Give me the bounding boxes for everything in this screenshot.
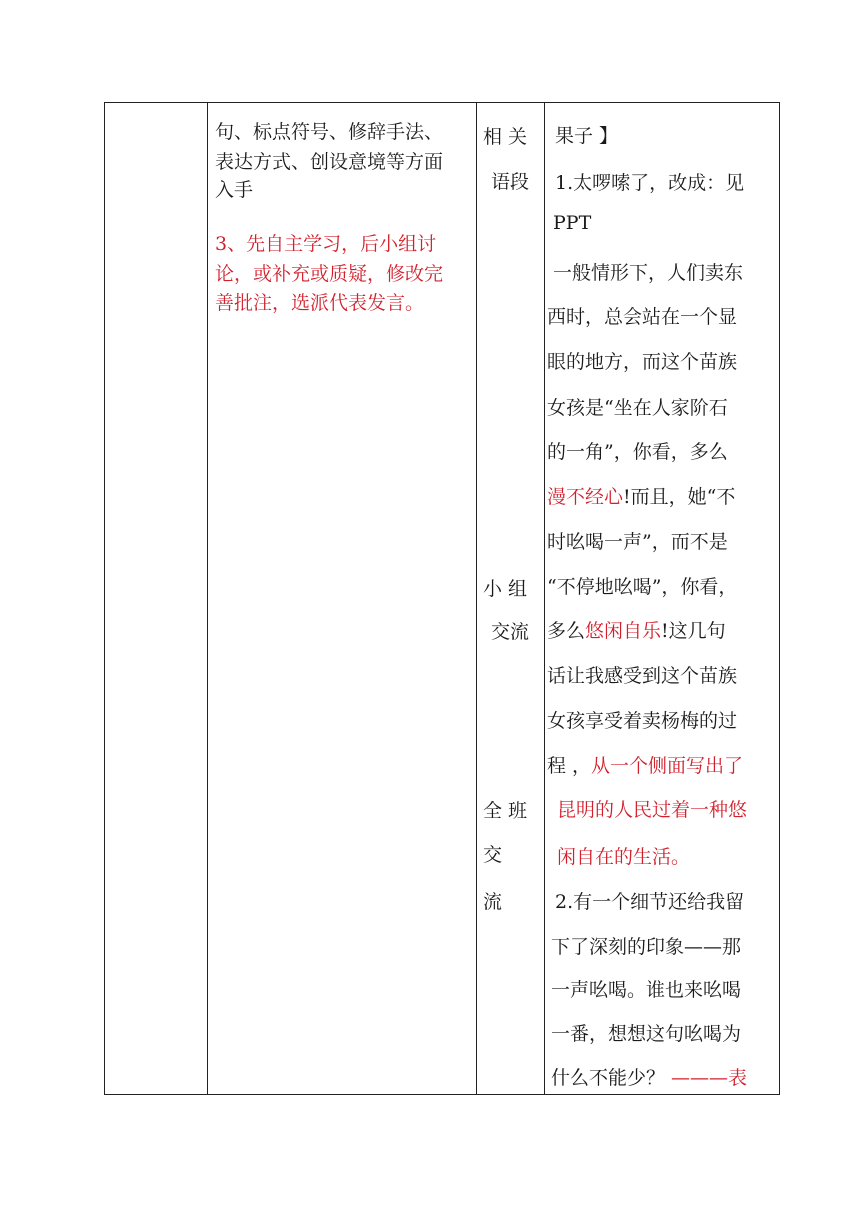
content-text: 什么不能少？ xyxy=(551,1067,672,1089)
method-line: 入手 xyxy=(215,179,254,201)
content-text: 程 ， xyxy=(547,755,592,777)
content-line: 一般情形下，人们卖东 xyxy=(553,262,744,284)
content-line: 女孩享受着卖杨梅的过 xyxy=(547,710,738,732)
column-divider-1 xyxy=(207,103,208,1094)
highlight-text: 漫不经心 xyxy=(547,486,624,508)
content-line: 一番，想想这句吆喝为 xyxy=(551,1023,742,1045)
content-text: 多么 xyxy=(547,620,586,642)
content-line: 话让我感受到这个苗族 xyxy=(547,665,738,687)
stage-label-class: 流 xyxy=(483,891,503,913)
content-line: 2.有一个细节还给我留 xyxy=(555,891,745,913)
content-line: 昆明的人民过着一种悠 xyxy=(557,799,748,821)
content-line: 眼的地方，而这个苗族 xyxy=(547,351,738,373)
content-line: 闲自在的生活。 xyxy=(557,846,691,868)
content-line: 的一角”，你看，多么 xyxy=(547,441,728,463)
highlight-text: 从一个侧面写出了 xyxy=(591,755,744,777)
stage-label-class: 全 班 xyxy=(483,800,528,822)
content-line: “不停地吆喝”，你看， xyxy=(547,576,738,598)
method-cell xyxy=(215,103,477,1094)
stage-label-group: 小 组 xyxy=(483,578,528,600)
content-line: 下了深刻的印象——那 xyxy=(551,936,742,958)
content-line: 时吆喝一声”，而不是 xyxy=(547,531,728,553)
stage-label-related: 相 关 xyxy=(483,126,528,148)
content-line: 1.太啰嗦了，改成：见 xyxy=(555,172,745,194)
stage-label-group: 交流 xyxy=(491,621,530,643)
content-line: 一声吆喝。谁也来吆喝 xyxy=(551,979,742,1001)
lesson-table xyxy=(104,102,780,1095)
highlight-text: ———表 xyxy=(671,1067,748,1089)
content-cell xyxy=(545,103,779,1094)
content-line: 西时，总会站在一个显 xyxy=(547,306,738,328)
content-line: 女孩是“坐在人家阶石 xyxy=(547,397,728,419)
step3-line: 善批注，选派代表发言。 xyxy=(215,292,425,314)
content-text: !这几句 xyxy=(661,620,726,642)
highlight-text: 悠闲自乐 xyxy=(585,620,662,642)
content-text: !而且，她“不 xyxy=(623,486,736,508)
method-line: 句、标点符号、修辞手法、 xyxy=(215,121,444,143)
content-line xyxy=(547,751,743,778)
stage-label-class: 交 xyxy=(483,844,503,866)
step3-line: 3、先自主学习，后小组讨 xyxy=(215,233,437,255)
step3-line: 论，或补充或质疑，修改完 xyxy=(215,263,444,285)
content-line: 果子 】 xyxy=(555,125,619,147)
empty-cell xyxy=(105,103,207,1094)
content-line xyxy=(547,616,726,643)
content-line: PPT xyxy=(553,212,592,234)
method-line: 表达方式、创设意境等方面 xyxy=(215,151,444,173)
stage-label-related: 语段 xyxy=(491,171,530,193)
content-line xyxy=(547,482,735,509)
stage-cell xyxy=(477,103,544,1094)
content-line xyxy=(551,1063,747,1090)
